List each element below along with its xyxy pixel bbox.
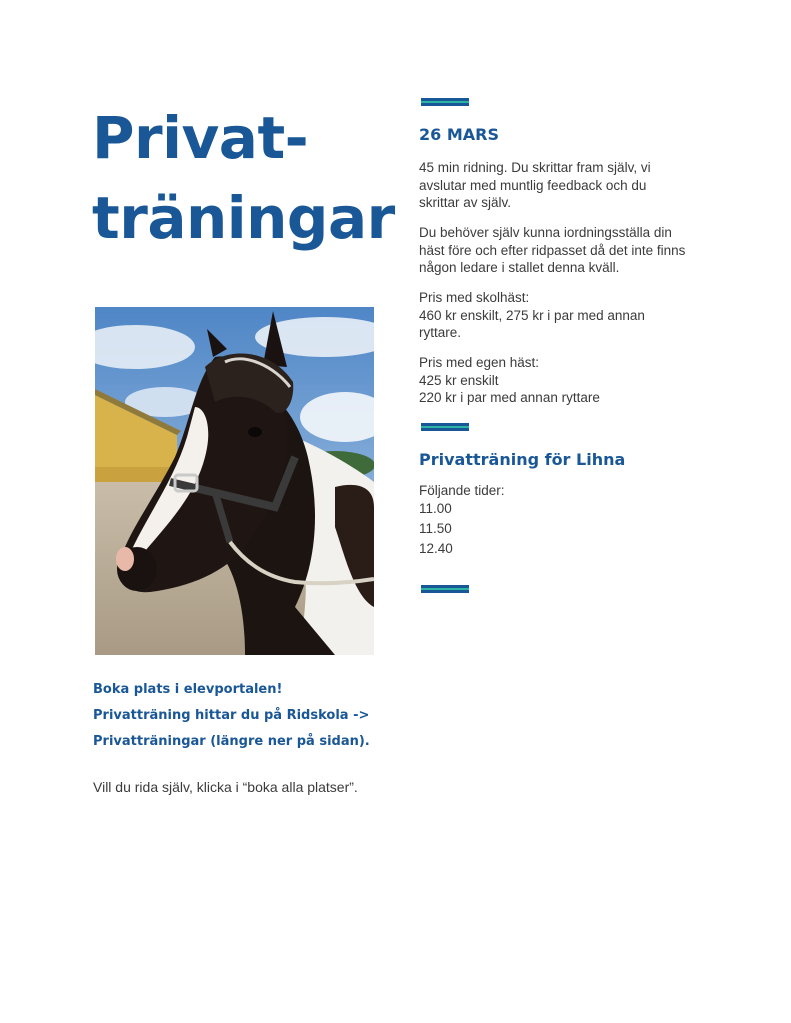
link-ridskola[interactable]: Privatträning hittar du på Ridskola -> bbox=[93, 708, 370, 723]
paragraph-line: häst före och efter ridpasset då det inte finns bbox=[419, 242, 686, 258]
time-item: 12.40 bbox=[419, 541, 453, 556]
paragraph-iordning bbox=[419, 224, 719, 277]
section-heading-26-mars: 26 MARS bbox=[419, 125, 499, 144]
divider-2 bbox=[421, 423, 469, 431]
footnote: Vill du rida själv, klicka i “boka alla platser”. bbox=[93, 779, 358, 795]
paragraph-line: Följande tider: bbox=[419, 483, 505, 498]
paragraph-line: Pris med egen häst: bbox=[419, 355, 540, 370]
horse-photo bbox=[95, 307, 374, 655]
booking-links bbox=[93, 679, 413, 757]
page-title bbox=[92, 98, 395, 258]
paragraph-pris-egen-hast bbox=[419, 354, 719, 407]
times-list bbox=[419, 499, 619, 559]
paragraph-line: skrittar av själv. bbox=[419, 195, 512, 210]
times-intro bbox=[419, 482, 719, 500]
link-privattraningar[interactable]: Privatträningar (längre ner på sidan). bbox=[93, 734, 370, 749]
section-heading-lihna: Privatträning för Lihna bbox=[419, 450, 626, 469]
paragraph-line: 460 kr enskilt, 275 kr i par med annan bbox=[419, 307, 645, 323]
paragraph-line: 220 kr i par med annan ryttare bbox=[419, 390, 600, 405]
paragraph-pris-skolhast bbox=[419, 289, 719, 342]
paragraph-line: avslutar med muntlig feedback och du bbox=[419, 177, 647, 193]
paragraph-ridning bbox=[419, 159, 719, 212]
paragraph-line: någon ledare i stallet denna kväll. bbox=[419, 260, 620, 275]
divider-1 bbox=[421, 98, 469, 106]
link-book-elevportal[interactable]: Boka plats i elevportalen! bbox=[93, 682, 283, 697]
paragraph-line: Du behöver själv kunna iordningsställa din bbox=[419, 225, 672, 240]
paragraph-line: 45 min ridning. Du skrittar fram själv, vi bbox=[419, 160, 651, 175]
paragraph-line: 425 kr enskilt bbox=[419, 372, 499, 388]
time-item: 11.00 bbox=[419, 501, 452, 516]
time-item: 11.50 bbox=[419, 521, 452, 536]
page-title-line-2: träningar bbox=[92, 184, 395, 252]
divider-3 bbox=[421, 585, 469, 593]
paragraph-line: Pris med skolhäst: bbox=[419, 290, 530, 305]
paragraph-line: ryttare. bbox=[419, 325, 462, 340]
page-title-line-1: Privat- bbox=[92, 104, 309, 172]
